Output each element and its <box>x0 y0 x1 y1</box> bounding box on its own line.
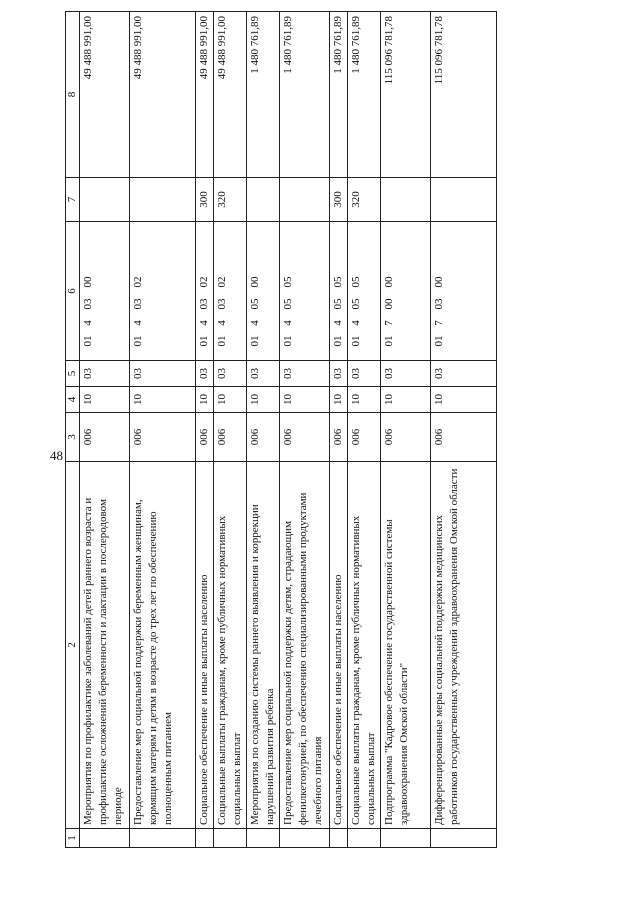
target-article-part-2: 4 <box>249 320 261 326</box>
row-name-cell: Мероприятия по профилактике заболеваний детей раннего возраста и профилактике осложнений беременности и лактации в послеродовом периоде <box>80 462 130 829</box>
expense-type-cell: 320 <box>214 178 247 222</box>
subsection-code-cell: 03 <box>80 361 130 387</box>
section-code-cell: 10 <box>247 387 280 413</box>
header-row <box>66 12 80 848</box>
amount-cell: 115 096 781,78 <box>381 12 431 178</box>
admin-code-cell: 006 <box>330 413 348 462</box>
admin-code-cell: 006 <box>80 413 130 462</box>
target-article-cell <box>330 222 348 361</box>
table-row <box>247 12 280 848</box>
target-article-cell <box>348 222 381 361</box>
target-article-part-4: 00 <box>433 276 445 288</box>
target-article-part-1: 01 <box>249 335 261 347</box>
target-article-part-1: 01 <box>82 335 94 347</box>
table-body <box>80 12 497 848</box>
page-number: 48 <box>50 448 63 463</box>
admin-code-cell: 006 <box>214 413 247 462</box>
subsection-code-cell: 03 <box>130 361 196 387</box>
row-number-cell <box>348 829 381 848</box>
admin-code-cell: 006 <box>196 413 214 462</box>
row-number-cell <box>330 829 348 848</box>
target-article-part-1: 01 <box>282 335 294 347</box>
table-row <box>431 12 497 848</box>
target-article-part-3: 05 <box>332 298 344 310</box>
target-article-part-1: 01 <box>433 335 445 347</box>
subsection-code-cell: 03 <box>196 361 214 387</box>
table-row <box>80 12 130 848</box>
table-row <box>330 12 348 848</box>
amount-cell: 1 480 761,89 <box>280 12 330 178</box>
amount-cell: 49 488 991,00 <box>80 12 130 178</box>
table-row <box>348 12 381 848</box>
target-article-part-1: 01 <box>350 335 362 347</box>
expense-type-cell: 300 <box>196 178 214 222</box>
target-article-cell <box>196 222 214 361</box>
row-number-cell <box>381 829 431 848</box>
amount-cell: 1 480 761,89 <box>330 12 348 178</box>
header-cell-7: 7 <box>66 178 80 222</box>
expense-type-cell <box>280 178 330 222</box>
header-cell-3: 3 <box>66 413 80 462</box>
admin-code-cell: 006 <box>348 413 381 462</box>
target-article-part-2: 4 <box>132 320 144 326</box>
target-article-part-3: 03 <box>216 298 228 310</box>
row-name-cell: Социальное обеспечение и иные выплаты населению <box>196 462 214 829</box>
table-row <box>196 12 214 848</box>
section-code-cell: 10 <box>196 387 214 413</box>
target-article-part-4: 05 <box>282 276 294 288</box>
target-article-part-2: 4 <box>282 320 294 326</box>
row-number-cell <box>196 829 214 848</box>
target-article-part-4: 05 <box>350 276 362 288</box>
row-number-cell <box>280 829 330 848</box>
expense-type-cell <box>130 178 196 222</box>
row-name-cell: Подпрограмма "Кадровое обеспечение государственной системы здравоохранения Омской области" <box>381 462 431 829</box>
amount-cell: 49 488 991,00 <box>214 12 247 178</box>
target-article-part-2: 4 <box>332 320 344 326</box>
target-article-part-1: 01 <box>332 335 344 347</box>
target-article-part-2: 7 <box>383 320 395 326</box>
table-header <box>66 12 80 848</box>
target-article-part-3: 05 <box>249 298 261 310</box>
row-name-cell: Дифференцированные меры социальной поддержки медицинских работников государственных учреждений здравоохранения Омской области <box>431 462 497 829</box>
amount-cell: 49 488 991,00 <box>196 12 214 178</box>
table-row <box>214 12 247 848</box>
expense-type-cell: 300 <box>330 178 348 222</box>
rotated-table-container <box>65 16 545 848</box>
amount-cell: 49 488 991,00 <box>130 12 196 178</box>
admin-code-cell: 006 <box>280 413 330 462</box>
row-name-cell: Предоставление мер социальной поддержки беременным женщинам, кормящим матерям и детям в возрасте до трех лет по обеспечению полноценным питанием <box>130 462 196 829</box>
target-article-cell <box>381 222 431 361</box>
subsection-code-cell: 03 <box>214 361 247 387</box>
section-code-cell: 10 <box>330 387 348 413</box>
table-row <box>280 12 330 848</box>
target-article-cell <box>130 222 196 361</box>
target-article-part-1: 01 <box>132 335 144 347</box>
expense-type-cell: 320 <box>348 178 381 222</box>
budget-table <box>65 11 497 848</box>
amount-cell: 1 480 761,89 <box>247 12 280 178</box>
target-article-cell <box>214 222 247 361</box>
target-article-cell <box>431 222 497 361</box>
target-article-part-3: 03 <box>198 298 210 310</box>
row-number-cell <box>214 829 247 848</box>
row-name-cell: Мероприятия по созданию системы раннего выявления и коррекции нарушений развития ребенка <box>247 462 280 829</box>
amount-cell: 115 096 781,78 <box>431 12 497 178</box>
row-number-cell <box>431 829 497 848</box>
section-code-cell: 10 <box>214 387 247 413</box>
target-article-cell <box>80 222 130 361</box>
table-row <box>130 12 196 848</box>
subsection-code-cell: 03 <box>381 361 431 387</box>
target-article-part-2: 4 <box>216 320 228 326</box>
row-number-cell <box>247 829 280 848</box>
target-article-part-1: 01 <box>216 335 228 347</box>
amount-cell: 1 480 761,89 <box>348 12 381 178</box>
header-cell-1: 1 <box>66 829 80 848</box>
section-code-cell: 10 <box>348 387 381 413</box>
expense-type-cell <box>80 178 130 222</box>
target-article-part-3: 05 <box>282 298 294 310</box>
target-article-part-4: 05 <box>332 276 344 288</box>
target-article-part-3: 00 <box>383 298 395 310</box>
subsection-code-cell: 03 <box>348 361 381 387</box>
target-article-cell <box>280 222 330 361</box>
target-article-part-4: 00 <box>249 276 261 288</box>
header-cell-4: 4 <box>66 387 80 413</box>
header-cell-8: 8 <box>66 12 80 178</box>
target-article-part-4: 00 <box>82 276 94 288</box>
target-article-part-2: 4 <box>350 320 362 326</box>
target-article-part-2: 7 <box>433 320 445 326</box>
subsection-code-cell: 03 <box>247 361 280 387</box>
section-code-cell: 10 <box>80 387 130 413</box>
target-article-part-2: 4 <box>82 320 94 326</box>
expense-type-cell <box>431 178 497 222</box>
target-article-part-4: 02 <box>216 276 228 288</box>
header-cell-5: 5 <box>66 361 80 387</box>
target-article-part-1: 01 <box>198 335 210 347</box>
target-article-part-3: 03 <box>82 298 94 310</box>
subsection-code-cell: 03 <box>431 361 497 387</box>
target-article-part-4: 02 <box>198 276 210 288</box>
section-code-cell: 10 <box>130 387 196 413</box>
admin-code-cell: 006 <box>247 413 280 462</box>
row-name-cell: Социальное обеспечение и иные выплаты населению <box>330 462 348 829</box>
section-code-cell: 10 <box>431 387 497 413</box>
target-article-part-1: 01 <box>383 335 395 347</box>
target-article-part-4: 02 <box>132 276 144 288</box>
expense-type-cell <box>381 178 431 222</box>
row-number-cell <box>130 829 196 848</box>
target-article-part-2: 4 <box>198 320 210 326</box>
row-number-cell <box>80 829 130 848</box>
target-article-cell <box>247 222 280 361</box>
admin-code-cell: 006 <box>431 413 497 462</box>
target-article-part-3: 03 <box>132 298 144 310</box>
section-code-cell: 10 <box>381 387 431 413</box>
header-cell-2: 2 <box>66 462 80 829</box>
row-name-cell: Социальные выплаты гражданам, кроме публичных нормативных социальных выплат <box>348 462 381 829</box>
section-code-cell: 10 <box>280 387 330 413</box>
row-name-cell: Предоставление мер социальной поддержки детям, страдающим фенилкетонурией, по обеспечению специализированными продуктами лечебного питания <box>280 462 330 829</box>
admin-code-cell: 006 <box>130 413 196 462</box>
header-cell-6: 6 <box>66 222 80 361</box>
subsection-code-cell: 03 <box>330 361 348 387</box>
target-article-part-3: 03 <box>433 298 445 310</box>
table-row <box>381 12 431 848</box>
admin-code-cell: 006 <box>381 413 431 462</box>
target-article-part-3: 05 <box>350 298 362 310</box>
subsection-code-cell: 03 <box>280 361 330 387</box>
target-article-part-4: 00 <box>383 276 395 288</box>
row-name-cell: Социальные выплаты гражданам, кроме публичных нормативных социальных выплат <box>214 462 247 829</box>
expense-type-cell <box>247 178 280 222</box>
